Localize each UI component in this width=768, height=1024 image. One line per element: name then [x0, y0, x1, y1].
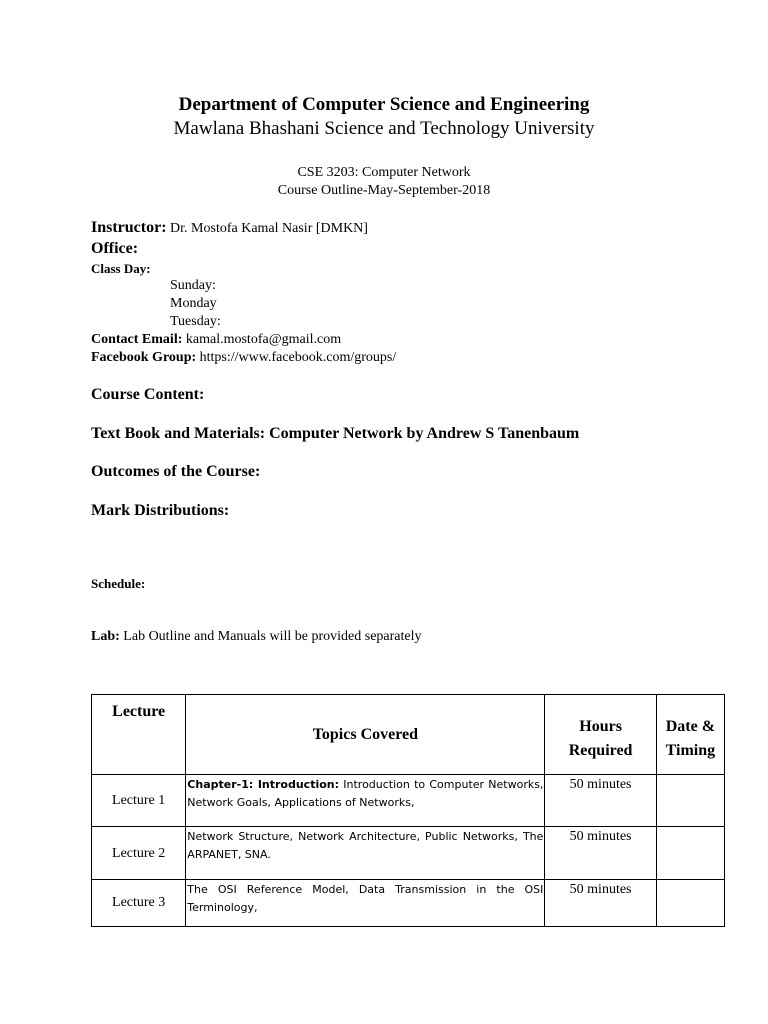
- topic-cell: [186, 775, 545, 827]
- lab-value: Lab Outline and Manuals will be provided separately: [123, 629, 422, 644]
- lecture-cell: Lecture 2: [92, 827, 186, 880]
- hours-cell: 50 minutes: [545, 827, 656, 880]
- topic-text: The OSI Reference Model, Data Transmission in the OSI Terminology,: [187, 883, 544, 914]
- lecture-cell: Lecture 3: [92, 880, 186, 927]
- header-lecture: Lecture: [92, 695, 186, 775]
- department-title: Department of Computer Science and Engineering: [178, 94, 590, 115]
- header-date: [656, 695, 724, 775]
- class-day-label: Class Day:: [91, 261, 151, 276]
- course-code: CSE 3203: Computer Network: [297, 165, 471, 180]
- header-hours-line2: Required: [568, 742, 633, 759]
- topic-bold: Chapter-1: Introduction:: [187, 778, 340, 791]
- topic-text: Network Structure, Network Architecture, Public Networks, The ARPANET, SNA.: [187, 830, 544, 861]
- lecture-cell: Lecture 1: [92, 775, 186, 827]
- date-cell: [656, 880, 724, 927]
- contact-email-line: [91, 332, 341, 348]
- class-day-item: Tuesday:: [170, 314, 221, 329]
- topic-cell: [186, 827, 545, 880]
- table-row: [92, 880, 725, 927]
- topic-cell: [186, 880, 545, 927]
- table-row: [92, 827, 725, 880]
- office-label: Office:: [91, 240, 139, 257]
- outcomes-heading: Outcomes of the Course:: [91, 463, 261, 480]
- email-label: Contact Email:: [91, 332, 183, 347]
- instructor-value: Dr. Mostofa Kamal Nasir [DMKN]: [170, 221, 368, 236]
- facebook-link[interactable]: https://www.facebook.com/groups/: [199, 350, 397, 365]
- course-content-heading: Course Content:: [91, 386, 205, 403]
- schedule-heading: Schedule:: [91, 576, 146, 591]
- mark-distributions-heading: Mark Distributions:: [91, 502, 230, 519]
- header-date-line2: Timing: [665, 742, 716, 759]
- header-hours: [545, 695, 656, 775]
- lab-line: [91, 629, 422, 645]
- schedule-table: [91, 694, 725, 927]
- header-date-line1: Date &: [665, 718, 716, 735]
- class-day-item: Sunday:: [170, 278, 216, 293]
- instructor-line: [91, 219, 368, 237]
- hours-cell: 50 minutes: [545, 880, 656, 927]
- instructor-label: Instructor:: [91, 219, 167, 236]
- table-header-row: [92, 695, 725, 775]
- university-title: Mawlana Bhashani Science and Technology University: [173, 118, 595, 139]
- textbook-heading: Text Book and Materials: Computer Network by Andrew S Tanenbaum: [91, 425, 580, 442]
- email-value[interactable]: kamal.mostofa@gmail.com: [185, 332, 342, 347]
- date-cell: [656, 775, 724, 827]
- date-cell: [656, 827, 724, 880]
- hours-cell: 50 minutes: [545, 775, 656, 827]
- class-day-item: Monday: [170, 296, 217, 311]
- lab-label: Lab:: [91, 629, 120, 644]
- header-hours-line1: Hours: [579, 718, 622, 735]
- header-topics: Topics Covered: [186, 695, 545, 775]
- course-outline-title: Course Outline-May-September-2018: [277, 183, 491, 198]
- table-row: [92, 775, 725, 827]
- facebook-group-line: [91, 350, 396, 366]
- facebook-label: Facebook Group:: [91, 350, 197, 365]
- topic-text: Introduction to Computer Networks, Network Goals, Applications of Networks,: [187, 778, 544, 809]
